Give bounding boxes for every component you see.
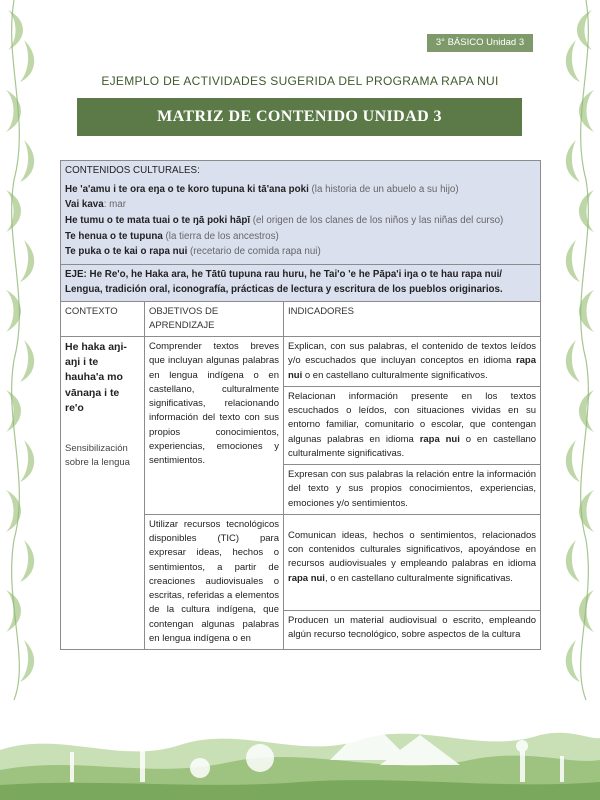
context-subtitle: Sensibilización sobre la lengua — [65, 443, 130, 469]
header-indicators: INDICADORES — [284, 301, 541, 337]
context-title: He haka aŋi-aŋi i te hauha'a mo vānaŋa i te re'o — [65, 341, 127, 414]
objective-1: Comprender textos breves que incluyan algunas palabras en lengua indígena o en castellano, culturalmente significativas, relacionando información del texto con sus propios conocimientos, experiencias, emociones y sentimientos. — [145, 337, 284, 515]
axis-cell: EJE: He Re'o, he Haka ara, he Tātū tupuna rau huru, he Tai'o 'e he Pāpa'i iŋa o te hau rapa nui/ Lengua, tradición oral, iconografía, prácticas de lectura y escritura de los pueblos originarios. — [61, 265, 541, 301]
landscape-illustration — [0, 690, 600, 800]
right-leaf-border — [554, 0, 600, 800]
cultural-contents-heading: CONTENIDOS CULTURALES: — [65, 165, 200, 176]
header-objectives: OBJETIVOS DE APRENDIZAJE — [145, 301, 284, 337]
indicator-2: Relacionan información presente en los textos escuchados o leídos, con situaciones vividas en su entorno familiar, comunitario o escolar, que contengan algunas palabras en idioma rapa nui o en castellano culturalmente significativas. — [284, 386, 541, 464]
indicator-3: Expresan con sus palabras la relación entre la información del texto y sus propios conocimientos, experiencias, emociones y/o sentimientos. — [284, 465, 541, 515]
cultural-content-item: Te henua o te tupuna (la tierra de los ancestros) — [65, 230, 279, 242]
cultural-content-item: Vai kava: mar — [65, 199, 127, 211]
cultural-content-item: Te puka o te kai o rapa nui (recetario de comida rapa nui) — [65, 246, 321, 258]
grade-unit-badge: 3° BÁSICO Unidad 3 — [427, 34, 533, 52]
cultural-contents-cell — [61, 161, 541, 265]
matrix-title: MATRIZ DE CONTENIDO UNIDAD 3 — [77, 98, 522, 136]
indicator-5: Producen un material audiovisual o escrito, empleando algún recurso tecnológico, sobre aspectos de la cultura — [284, 611, 541, 650]
program-title: EJEMPLO DE ACTIVIDADES SUGERIDA DEL PROGRAMA RAPA NUI — [101, 74, 499, 88]
indicator-1: Explican, con sus palabras, el contenido de textos leídos y/o escuchados que incluyan conceptos en idioma rapa nui o en castellano culturalmente significativos. — [284, 337, 541, 387]
objective-2: Utilizar recursos tecnológicos disponibles (TIC) para expresar ideas, hechos o sentimientos, a partir de creaciones audiovisuales o escritas, referidas a elementos de la cultura indígena, que contengan algunas palabras en lengua indígena o en — [145, 514, 284, 649]
header-context: CONTEXTO — [61, 301, 145, 337]
cultural-content-item: He 'a'amu i te ora eŋa o te koro tupuna ki tā'ana poki (la historia de un abuelo a su hijo) — [65, 183, 459, 195]
content-matrix-table — [60, 160, 541, 650]
context-cell — [61, 337, 145, 650]
left-leaf-border — [0, 0, 46, 800]
indicator-4: Comunican ideas, hechos o sentimientos, relacionados con contenidos culturales significativos, apoyándose en recursos audiovisuales y empleando palabras en idioma rapa nui, o en castellano culturalmente significativas. — [284, 514, 541, 610]
cultural-content-item: He tumu o te mata tuai o te ŋā poki hāpī (el origen de los clanes de los niños y las niñas del curso) — [65, 215, 504, 227]
